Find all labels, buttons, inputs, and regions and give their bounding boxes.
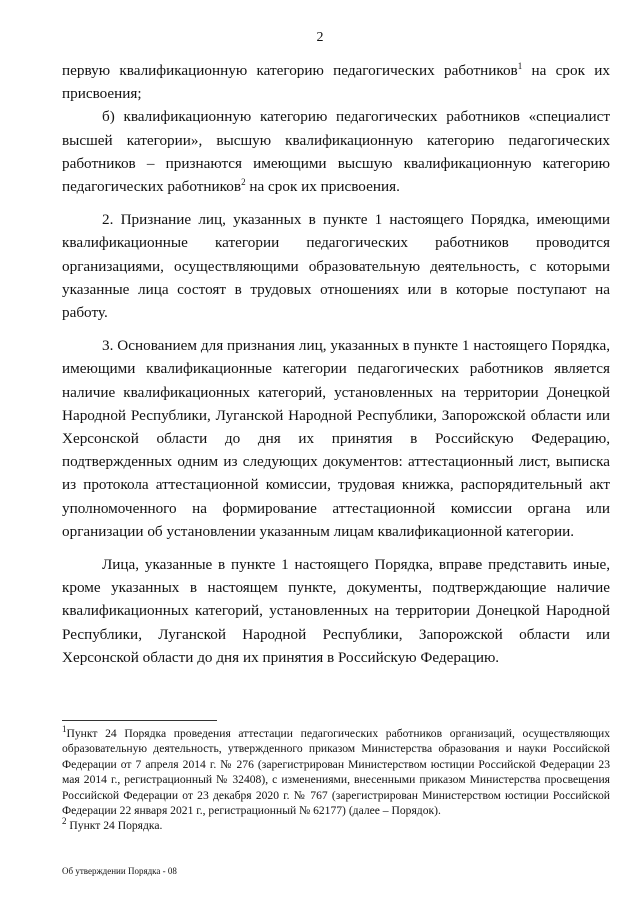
footnote-2 — [62, 818, 610, 833]
paragraph-text: б) квалификационную категорию педагогических работников «специалист высшей категории», высшую квалификационную категорию педагогических работников – признаются имеющими высшую квалификационную категорию педагогических работников — [62, 108, 610, 196]
footnote-text: Пункт 24 Порядка проведения аттестации педагогических работников организаций, осуществляющих образовательную деятельность, утвержденного приказом Министерства образования и науки Российской Федерации от 7 апреля 2014 г. № 276 (зарегистрирован Министерством юстиции Российской Федерации 23 мая 2014 г., регистрационный № 32408), с изменениями, внесенными приказом Министерства просвещения Российской Федерации от 23 декабря 2020 г. № 767 (зарегистрирован Министерством юстиции Российской Федерации 22 января 2021 г., регистрационный № 62177) (далее – Порядок). — [62, 727, 610, 818]
footnote-mark: 2 — [62, 816, 67, 827]
paragraph-text: на срок их присвоения; — [62, 62, 610, 103]
footnote-1 — [62, 726, 610, 818]
paragraph-b — [62, 105, 610, 198]
paragraph-continuation — [62, 59, 610, 105]
paragraph-text: первую квалификационную категорию педагогических работников — [62, 62, 518, 79]
footnote-text: Пункт 24 Порядка. — [66, 819, 163, 833]
paragraph-text: на срок их присвоения. — [245, 178, 400, 196]
document-body — [62, 59, 610, 679]
footnote-reference[interactable]: 1 — [517, 60, 523, 71]
page-number: 2 — [316, 30, 324, 45]
paragraph-3: 3. Основанием для признания лиц, указанных в пункте 1 настоящего Порядка, имеющими квалификационные категории педагогических работников является наличие квалификационных категорий, установленных на территории Донецкой Народной Республики, Луганской Народной Республики, Запорожской области или Херсонской области до дня их принятия в Российскую Федерацию, подтвержденных одним из следующих документов: аттестационный лист, выписка из протокола аттестационной комиссии, трудовая книжка, распорядительный акт уполномоченного на формирование аттестационной комиссии органа или организации об установлении указанным лицам квалификационной категории. — [62, 337, 610, 540]
paragraph-2: 2. Признание лиц, указанных в пункте 1 настоящего Порядка, имеющими квалификационные категории педагогических работников проводится организациями, осуществляющими образовательную деятельность, с которыми указанные лица состоят в трудовых отношениях или в которые поступают на работу. — [62, 211, 610, 322]
document-footer-code: Об утверждении Порядка - 08 — [62, 866, 177, 876]
paragraph-3-continuation: Лица, указанные в пункте 1 настоящего Порядка, вправе представить иные, кроме указанных в настоящем пункте, документы, подтверждающие наличие квалификационных категорий, установленных на территории Донецкой Народной Республики, Луганской Народной Республики, Запорожской области или Херсонской области до дня их принятия в Российскую Федерацию. — [62, 556, 610, 666]
footnote-mark: 1 — [62, 724, 67, 735]
footnotes — [62, 726, 610, 834]
footnote-reference[interactable]: 2 — [241, 176, 246, 187]
footnote-divider — [62, 720, 217, 721]
